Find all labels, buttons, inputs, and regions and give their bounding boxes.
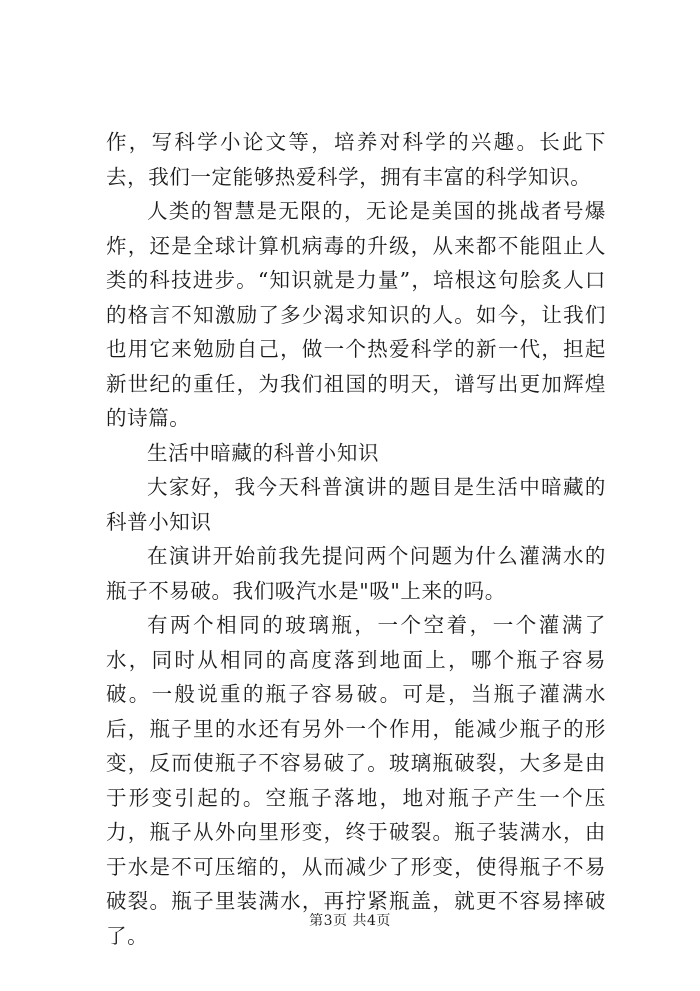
page-number: 第3页 共4页 [309,913,391,929]
paragraph-questions: 在演讲开始前我先提问两个问题为什么灌满水的瓶子不易破。我们吸汽水是"吸"上来的吗。 [106,544,606,603]
document-body [106,125,606,953]
section-title: 生活中暗藏的科普小知识 [147,440,380,465]
paragraph-bottle-explanation: 有两个相同的玻璃瓶，一个空着，一个灌满了水，同时从相同的高度落到地面上，哪个瓶子容易破。一般说重的瓶子容易破。可是，当瓶子灌满水后，瓶子里的水还有另外一个作用，能减少瓶子的形变，反而使瓶子不容易破了。玻璃瓶破裂，大多是由于形变引起的。空瓶子落地，地对瓶子产生一个压力，瓶子从外向里形变，终于破裂。瓶子装满水，由于水是不可压缩的，从而减少了形变，使得瓶子不易破裂。瓶子里装满水，再拧紧瓶盖，就更不容易摔破了。 [106,613,606,948]
paragraph-greeting: 大家好，我今天科普演讲的题目是生活中暗藏的科普小知识 [106,475,606,534]
paragraph-continuation: 作，写科学小论文等，培养对科学的兴趣。长此下去，我们一定能够热爱科学，拥有丰富的科学知识。 [106,130,606,189]
paragraph-human-wisdom: 人类的智慧是无限的，无论是美国的挑战者号爆炸，还是全球计算机病毒的升级，从来都不能阻止人类的科技进步。“知识就是力量”，培根这句脍炙人口的格言不知激励了多少渴求知识的人。如今，让我们也用它来勉励自己，做一个热爱科学的新一代，担起新世纪的重任，为我们祖国的明天，谱写出更加辉煌的诗篇。 [106,199,606,430]
